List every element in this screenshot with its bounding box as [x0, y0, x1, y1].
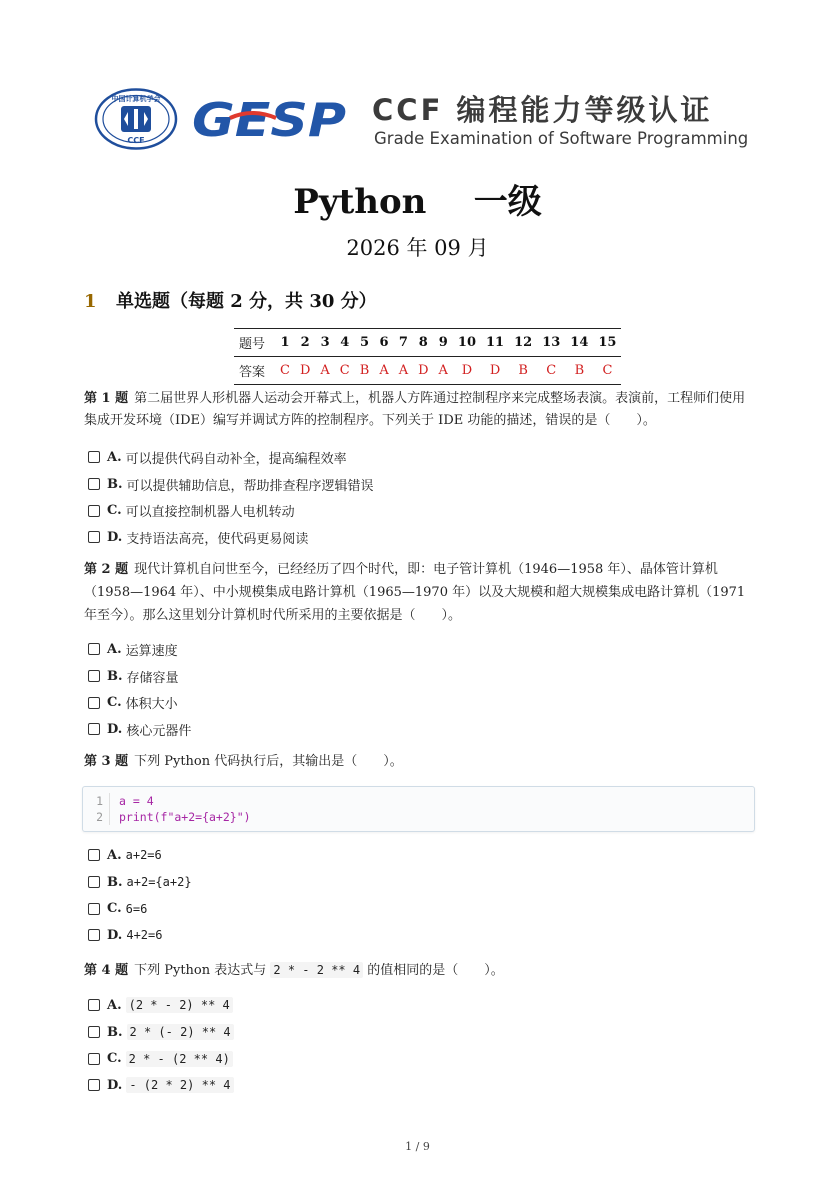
- question-3-options: [88, 842, 192, 949]
- number-cell: 11: [481, 329, 509, 357]
- section-title: 单选题（每题 2 分，共 30 分）: [116, 291, 377, 312]
- answer-cell: D: [461, 363, 473, 378]
- number-cell: 5: [355, 329, 375, 357]
- checkbox-icon[interactable]: [88, 505, 100, 517]
- checkbox-icon[interactable]: [88, 999, 100, 1011]
- option-c[interactable]: [88, 895, 192, 922]
- checkbox-icon[interactable]: [88, 451, 100, 463]
- question-4-stem: [84, 959, 754, 982]
- option-key: B.: [107, 1024, 123, 1040]
- answer-cell: D: [489, 363, 501, 378]
- option-c[interactable]: [88, 1045, 234, 1072]
- option-a[interactable]: [88, 636, 191, 663]
- answer-cell: C: [602, 363, 613, 378]
- answer-cell: B: [359, 363, 370, 378]
- option-d[interactable]: [88, 524, 374, 551]
- question-3-label: 第 3 题: [84, 754, 129, 769]
- question-1-stem: [84, 388, 754, 432]
- number-row-label: 题号: [234, 329, 275, 357]
- checkbox-icon[interactable]: [88, 929, 100, 941]
- question-2-options: [88, 636, 191, 743]
- option-text: 支持语法高亮，使代码更易阅读: [126, 531, 309, 547]
- page-number: 1 / 9: [405, 1140, 430, 1153]
- checkbox-icon[interactable]: [88, 903, 100, 915]
- line-number: 2: [83, 809, 110, 825]
- option-key: C.: [107, 695, 122, 711]
- code-line: [83, 793, 154, 809]
- option-text: 6=6: [125, 901, 148, 916]
- question-2-text: 现代计算机自问世至今，已经经历了四个时代，即：电子管计算机（1946—1958 年）、晶体管计算机（1958—1964 年）、中小规模集成电路计算机（1965—1970 年）以及大规模和超大规模集成电路计算机（1971 年至今）。那么这里划分计算机时代所采用的主要依据是（ ）。: [84, 562, 746, 623]
- option-key: B.: [107, 476, 123, 492]
- checkbox-icon[interactable]: [88, 876, 100, 888]
- answer-table: [234, 328, 621, 385]
- number-cell: 8: [413, 329, 433, 357]
- cert-title: CCF 编程能力等级认证: [372, 93, 713, 127]
- answer-cell: B: [518, 363, 528, 378]
- option-key: C.: [107, 503, 122, 519]
- checkbox-icon[interactable]: [88, 697, 100, 709]
- number-cell: 12: [509, 329, 537, 357]
- answer-cell: C: [339, 363, 350, 378]
- cert-subtitle: Grade Examination of Software Programming: [374, 129, 749, 148]
- answer-cell: B: [574, 363, 585, 378]
- code-block: [82, 786, 755, 832]
- seal-text-top: 中国计算机学会: [111, 95, 161, 103]
- seal-text-bottom: CCF: [127, 136, 145, 145]
- number-cell: 14: [565, 329, 593, 357]
- number-cell: 13: [537, 329, 565, 357]
- option-text: 2 * - (2 ** 4): [126, 1051, 233, 1067]
- section-heading: [84, 287, 377, 313]
- option-text: a+2={a+2}: [126, 875, 192, 890]
- line-number: 1: [83, 793, 110, 809]
- section-number: 1: [84, 291, 97, 312]
- answer-cell: A: [398, 363, 409, 378]
- number-cell: 10: [453, 329, 481, 357]
- option-text: 可以提供辅助信息，帮助排查程序逻辑错误: [126, 478, 374, 494]
- option-key: C.: [107, 901, 122, 917]
- number-cell: 4: [335, 329, 355, 357]
- option-d[interactable]: [88, 716, 191, 743]
- option-b[interactable]: [88, 471, 374, 498]
- code-line: [83, 809, 251, 825]
- number-cell: 7: [394, 329, 413, 357]
- checkbox-icon[interactable]: [88, 531, 100, 543]
- question-1-text: 第二届世界人形机器人运动会开幕式上，机器人方阵通过控制程序来完成整场表演。表演前，工程师们使用集成开发环境（IDE）编写并调试方阵的控制程序。下列关于 IDE 功能的描述，错误的是（ ）。: [84, 391, 746, 428]
- option-text: 可以提供代码自动补全，提高编程效率: [125, 451, 347, 467]
- question-4-text-before: 下列 Python 表达式与: [134, 963, 267, 978]
- option-text: 可以直接控制机器人电机转动: [125, 505, 295, 521]
- option-key: B.: [107, 668, 123, 684]
- question-4-expression: 2 * - 2 ** 4: [270, 962, 363, 978]
- option-key: B.: [107, 874, 123, 890]
- option-b[interactable]: [88, 1019, 234, 1046]
- number-cell: 15: [593, 329, 621, 357]
- checkbox-icon[interactable]: [88, 723, 100, 735]
- gesp-logo: [190, 92, 350, 144]
- code-text: print(f"a+2={a+2}"): [119, 810, 251, 824]
- number-cell: 6: [374, 329, 393, 357]
- option-d[interactable]: [88, 922, 192, 949]
- answer-cell: D: [418, 363, 429, 378]
- number-cell: 2: [295, 329, 315, 357]
- question-2-label: 第 2 题: [84, 562, 129, 577]
- option-a[interactable]: [88, 842, 192, 869]
- option-text: 2 * (- 2) ** 4: [127, 1024, 234, 1040]
- option-text: a+2=6: [125, 848, 162, 863]
- checkbox-icon[interactable]: [88, 1053, 100, 1065]
- answer-cell: C: [280, 363, 290, 378]
- number-cell: 1: [275, 329, 295, 357]
- answer-cell: D: [299, 363, 311, 378]
- question-3-stem: [84, 751, 754, 773]
- number-cell: 3: [315, 329, 334, 357]
- option-key: C.: [107, 1051, 122, 1067]
- checkbox-icon[interactable]: [88, 478, 100, 490]
- option-key: A.: [107, 997, 122, 1013]
- option-d[interactable]: [88, 1072, 234, 1099]
- option-key: D.: [107, 529, 123, 545]
- option-key: A.: [107, 641, 122, 657]
- option-a[interactable]: [88, 992, 234, 1019]
- checkbox-icon[interactable]: [88, 670, 100, 682]
- question-4-text-after: 的值相同的是（ ）。: [367, 963, 504, 978]
- option-key: A.: [107, 847, 122, 863]
- answer-cell: C: [546, 363, 557, 378]
- option-text: 核心元器件: [126, 723, 192, 739]
- option-text: 4+2=6: [126, 928, 163, 943]
- checkbox-icon[interactable]: [88, 1026, 100, 1038]
- option-b[interactable]: [88, 663, 191, 690]
- gesp-logo-text: GESP: [192, 93, 347, 144]
- answer-cell: A: [320, 363, 330, 378]
- option-key: D.: [107, 1077, 123, 1093]
- question-4-options: [88, 992, 234, 1099]
- code-text: a = 4: [119, 794, 154, 808]
- question-1-label: 第 1 题: [84, 391, 129, 406]
- doc-title: Python 一级: [293, 182, 542, 222]
- checkbox-icon[interactable]: [88, 643, 100, 655]
- answer-table-number-row: [234, 329, 621, 357]
- option-text: - (2 * 2) ** 4: [126, 1077, 233, 1093]
- doc-date: 2026 年 09 月: [346, 236, 489, 260]
- question-2-stem: [84, 558, 754, 627]
- option-text: 存储容量: [126, 670, 179, 686]
- option-key: D.: [107, 721, 123, 737]
- question-1-options: [88, 444, 374, 551]
- question-4-label: 第 4 题: [84, 963, 129, 978]
- option-key: A.: [107, 449, 122, 465]
- option-key: D.: [107, 927, 123, 943]
- answer-row-label: 答案: [239, 365, 266, 380]
- option-text: 运算速度: [125, 643, 178, 659]
- option-c[interactable]: [88, 689, 191, 716]
- header: [94, 86, 749, 156]
- checkbox-icon[interactable]: [88, 1079, 100, 1091]
- answer-table-answer-row: [234, 357, 621, 385]
- option-b[interactable]: [88, 869, 192, 896]
- checkbox-icon[interactable]: [88, 849, 100, 861]
- answer-cell: A: [438, 363, 448, 378]
- option-text: 体积大小: [125, 697, 178, 713]
- ccf-seal-logo: [94, 88, 178, 150]
- number-cell: 9: [434, 329, 453, 357]
- option-c[interactable]: [88, 497, 374, 524]
- option-a[interactable]: [88, 444, 374, 471]
- answer-cell: A: [379, 363, 389, 378]
- option-text: (2 * - 2) ** 4: [126, 997, 233, 1013]
- question-3-text: 下列 Python 代码执行后，其输出是（ ）。: [134, 754, 403, 769]
